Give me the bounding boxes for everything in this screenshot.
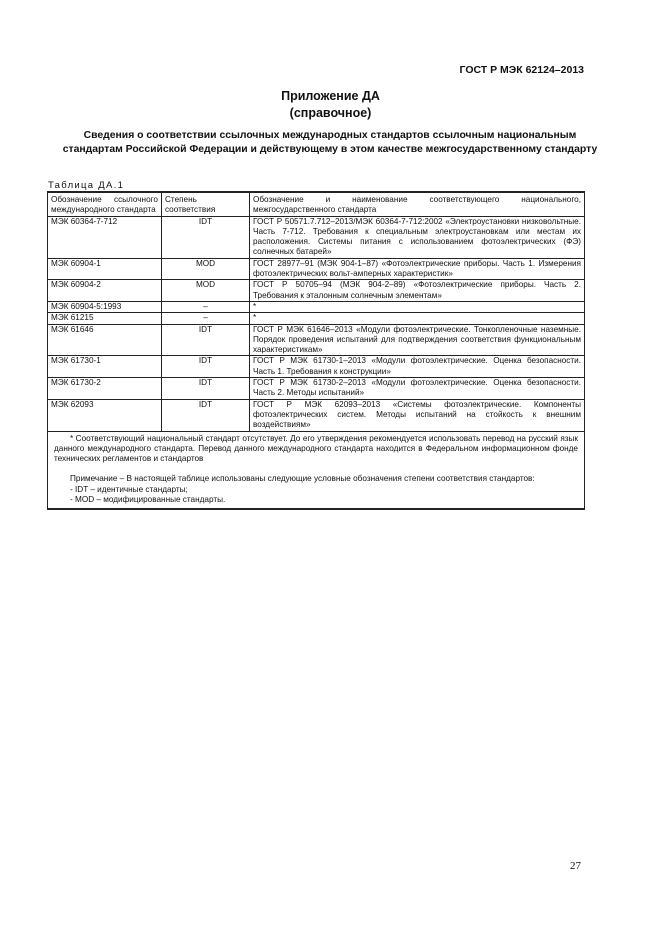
table-row — [48, 356, 585, 378]
table-footnote: * Соответствующий национальный стандарт отсутствует. До его утверждения рекомендуется использовать перевод на русский язык данного международного стандарта. Перевод данного международного стандарта находится в Федеральном информационном фонде технических регламентов и стандартов — [54, 433, 578, 464]
header-degree: Степень соответствия — [162, 192, 250, 216]
cell-ref: МЭК 61646 — [48, 324, 162, 356]
cell-degree: – — [162, 313, 250, 324]
header-national: Обозначение и наименование соответствующего национального, межгосударственного стандарта — [250, 192, 585, 216]
cell-ref: МЭК 61215 — [48, 313, 162, 324]
table-notes — [48, 431, 585, 509]
cell-national: * — [250, 313, 585, 324]
cell-ref: МЭК 60904-5:1993 — [48, 301, 162, 312]
cell-national: ГОСТ Р МЭК 62093–2013 «Системы фотоэлектрические. Компоненты фотоэлектрических систем. Методы испытаний на стойкость к внешним воздействиям» — [250, 399, 585, 431]
table-header-row — [48, 192, 585, 216]
table-row — [48, 399, 585, 431]
page-number: 27 — [570, 860, 581, 872]
cell-ref: МЭК 61730-2 — [48, 378, 162, 400]
header-ref: Обозначение ссылочного международного стандарта — [48, 192, 162, 216]
legend-item-mod: - MOD – модифицированные стандарты. — [70, 495, 226, 505]
cell-national: ГОСТ Р МЭК 61646–2013 «Модули фотоэлектрические. Тонкопленочные наземные. Порядок проведения испытаний для подтверждения соответствия функциональным характеристикам» — [250, 324, 585, 356]
table-row — [48, 280, 585, 302]
appendix-kind: (справочное) — [289, 106, 372, 120]
cell-degree: IDT — [162, 324, 250, 356]
cell-ref: МЭК 60904-1 — [48, 258, 162, 280]
cell-degree: MOD — [162, 258, 250, 280]
correspondence-table — [47, 191, 585, 510]
cell-national: * — [250, 301, 585, 312]
document-header: ГОСТ Р МЭК 62124–2013 — [459, 64, 584, 76]
cell-ref: МЭК 61730-1 — [48, 356, 162, 378]
table-row — [48, 216, 585, 258]
cell-national: ГОСТ Р 50705–94 (МЭК 904-2–89) «Фотоэлектрические приборы. Часть 2. Требования к эталонным солнечным элементам» — [250, 280, 585, 302]
legend-item-idt: - IDT – идентичные стандарты; — [70, 484, 188, 494]
cell-degree: – — [162, 301, 250, 312]
cell-degree: MOD — [162, 280, 250, 302]
cell-ref: МЭК 60364-7-712 — [48, 216, 162, 258]
appendix-title-block — [0, 88, 661, 122]
table-note: Примечание – В настоящей таблице использованы следующие условные обозначения степени соответствия стандартов: — [70, 474, 535, 484]
table-row — [48, 324, 585, 356]
cell-national: ГОСТ Р 50571.7.712–2013/МЭК 60364-7-712:2002 «Электроустановки низковольтные. Часть 7-712. Требования к специальным электроустановкам или местам их расположения. Системы питания с использованием фотоэлектрических (ФЭ) солнечных батарей» — [250, 216, 585, 258]
table-notes-row — [48, 431, 585, 509]
table-row — [48, 258, 585, 280]
table-row — [48, 301, 585, 312]
appendix-title: Приложение ДА — [281, 89, 380, 103]
cell-ref: МЭК 60904-2 — [48, 280, 162, 302]
cell-national: ГОСТ Р МЭК 61730-2–2013 «Модули фотоэлектрические. Оценка безопасности. Часть 2. Методы испытаний» — [250, 378, 585, 400]
table-caption: Таблица ДА.1 — [48, 180, 125, 191]
cell-national: ГОСТ 28977–91 (МЭК 904-1–87) «Фотоэлектрические приборы. Часть 1. Измерения фотоэлектрических вольт-амперных характеристик» — [250, 258, 585, 280]
cell-national: ГОСТ Р МЭК 61730-1–2013 «Модули фотоэлектрические. Оценка безопасности. Часть 1. Требования к конструкции» — [250, 356, 585, 378]
cell-degree: IDT — [162, 356, 250, 378]
table-row — [48, 378, 585, 400]
cell-degree: IDT — [162, 216, 250, 258]
appendix-subtitle: Сведения о соответствии ссылочных международных стандартов ссылочным национальным стандартам Российской Федерации и действующему в этом качестве межгосударственному стандарту — [62, 130, 598, 155]
cell-ref: МЭК 62093 — [48, 399, 162, 431]
cell-degree: IDT — [162, 378, 250, 400]
table-row — [48, 313, 585, 324]
cell-degree: IDT — [162, 399, 250, 431]
